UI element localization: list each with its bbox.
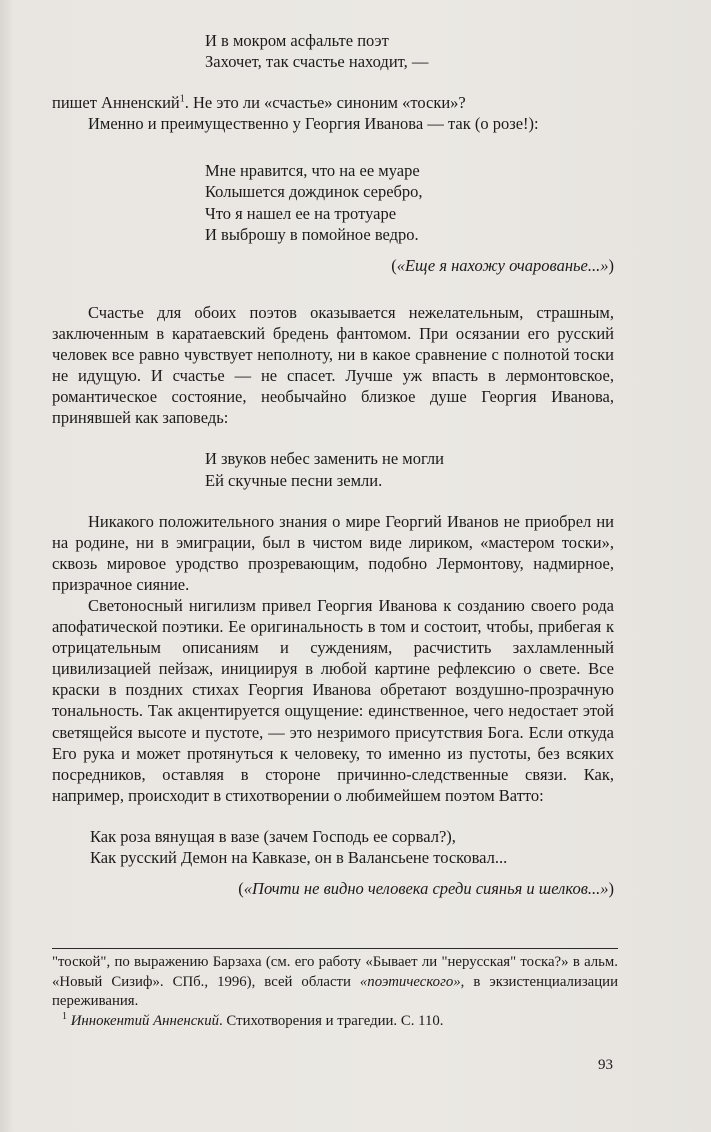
paragraph-annensky (52, 92, 614, 113)
paragraph-knowledge: Никакого положительного знания о мире Георгий Иванов не приобрел ни на родине, ни в эмиграции, был в чистом виде лириком, «мастером тоски», сквозь мировое уродство прозревающим, подобно Лермонтову, надмирное, призрачное сияние. (52, 511, 614, 594)
paragraph-text: пишет Анненский (52, 93, 180, 113)
verse-block-moire (52, 160, 614, 244)
page-number: 93 (598, 1057, 613, 1073)
verse-line: Мне нравится, что на ее муаре (205, 161, 420, 181)
paragraph-happiness: Счастье для обоих поэтов оказывается нежелательным, страшным, заключенным в каратаевский бредень фантомом. При осязании его русский человек все равно чувствует неполноту, ни в какое сравнение с полнотой тоски не идущую. И счастье — не спасет. Лучше уж впасть в лермонтовское, романтическое состояние, необычайно близкое душе Георгия Иванова, принявшей как заповедь: (52, 302, 614, 428)
verse-block-lermontov (52, 448, 614, 490)
verse-line: Колышется дождинок серебро, (205, 182, 423, 202)
verse-source (52, 878, 614, 899)
footnote-1 (52, 1012, 618, 1032)
verse-block-asphalt (52, 30, 614, 72)
poem-title: «Почти не видно человека среди сиянья и шелков...» (243, 879, 609, 899)
main-text (52, 30, 614, 899)
verse-line: Ей скучные песни земли. (205, 470, 383, 490)
poem-title: «Еще я нахожу очарованье...» (396, 255, 609, 275)
paragraph-text: . Не это ли «счастье» синоним «тоски»? (184, 93, 466, 113)
verse-line: Как русский Демон на Кавказе, он в Валансьене тосковал... (90, 848, 508, 867)
bracket: ( (391, 255, 397, 275)
footnote-text: "тоской", по выражению Барзаха (см. его работу «Бывает ли "нерусская" тоска?» в альм. «Новый Сизиф». СПб., 1996), всей области (52, 954, 618, 990)
footnote-continuation (52, 953, 618, 1012)
footnote-author: Иннокентий Анненский (70, 1012, 220, 1029)
verse-line: Захочет, так счастье находит, — (205, 52, 429, 72)
paragraph-nihilism: Светоносный нигилизм привел Георгия Иванова к созданию своего рода апофатической поэтики. Ее оригинальность в том и состоит, чтобы, прибегая к отрицательным описаниям и суждениям, расчистить захламленный цивилизацией пейзаж, инициируя в любой картине рефлексию о свете. Все краски в поздних стихах Георгия Иванова обретают воздушно-прозрачную тональность. Так акцентируется ощущение: единственное, чего недостает этой светящейся высоте и пустоте, — это незримого присутствия Бога. Если откуда Его рука и может протянуться к человеку, то именно из пустоты, без всяких посредников, оставляя в стороне причинно-следственные связи. Как, например, происходит в стихотворении о любимейшем поэтом Ватто: (52, 595, 614, 805)
footnotes (52, 953, 618, 1031)
bracket: ) (608, 879, 614, 899)
verse-line: И звуков небес заменить не могли (205, 449, 444, 469)
verse-block-watteau (52, 826, 614, 868)
verse-line: И в мокром асфальте поэт (205, 31, 389, 50)
footnote-emphasis: «поэтического» (359, 973, 461, 990)
paragraph-rose: Именно и преимущественно у Георгия Иванова — так (о розе!): (88, 114, 539, 134)
verse-source (52, 255, 614, 276)
verse-line: Что я нашел ее на тротуаре (205, 203, 397, 223)
footnote-divider (52, 948, 618, 949)
footnote-text: . Стихотворения и трагедии. С. 110. (219, 1012, 444, 1029)
footnote-text: , в экзистенциализации переживания. (52, 973, 618, 1009)
bracket: ( (238, 879, 244, 899)
verse-line: Как роза вянущая в вазе (зачем Господь ее сорвал?), (90, 826, 456, 846)
verse-line: И выброшу в помойное ведро. (205, 224, 419, 244)
bracket: ) (608, 255, 614, 275)
footnote-marker: 1 (179, 93, 185, 105)
footnote-number: 1 (62, 1010, 67, 1022)
